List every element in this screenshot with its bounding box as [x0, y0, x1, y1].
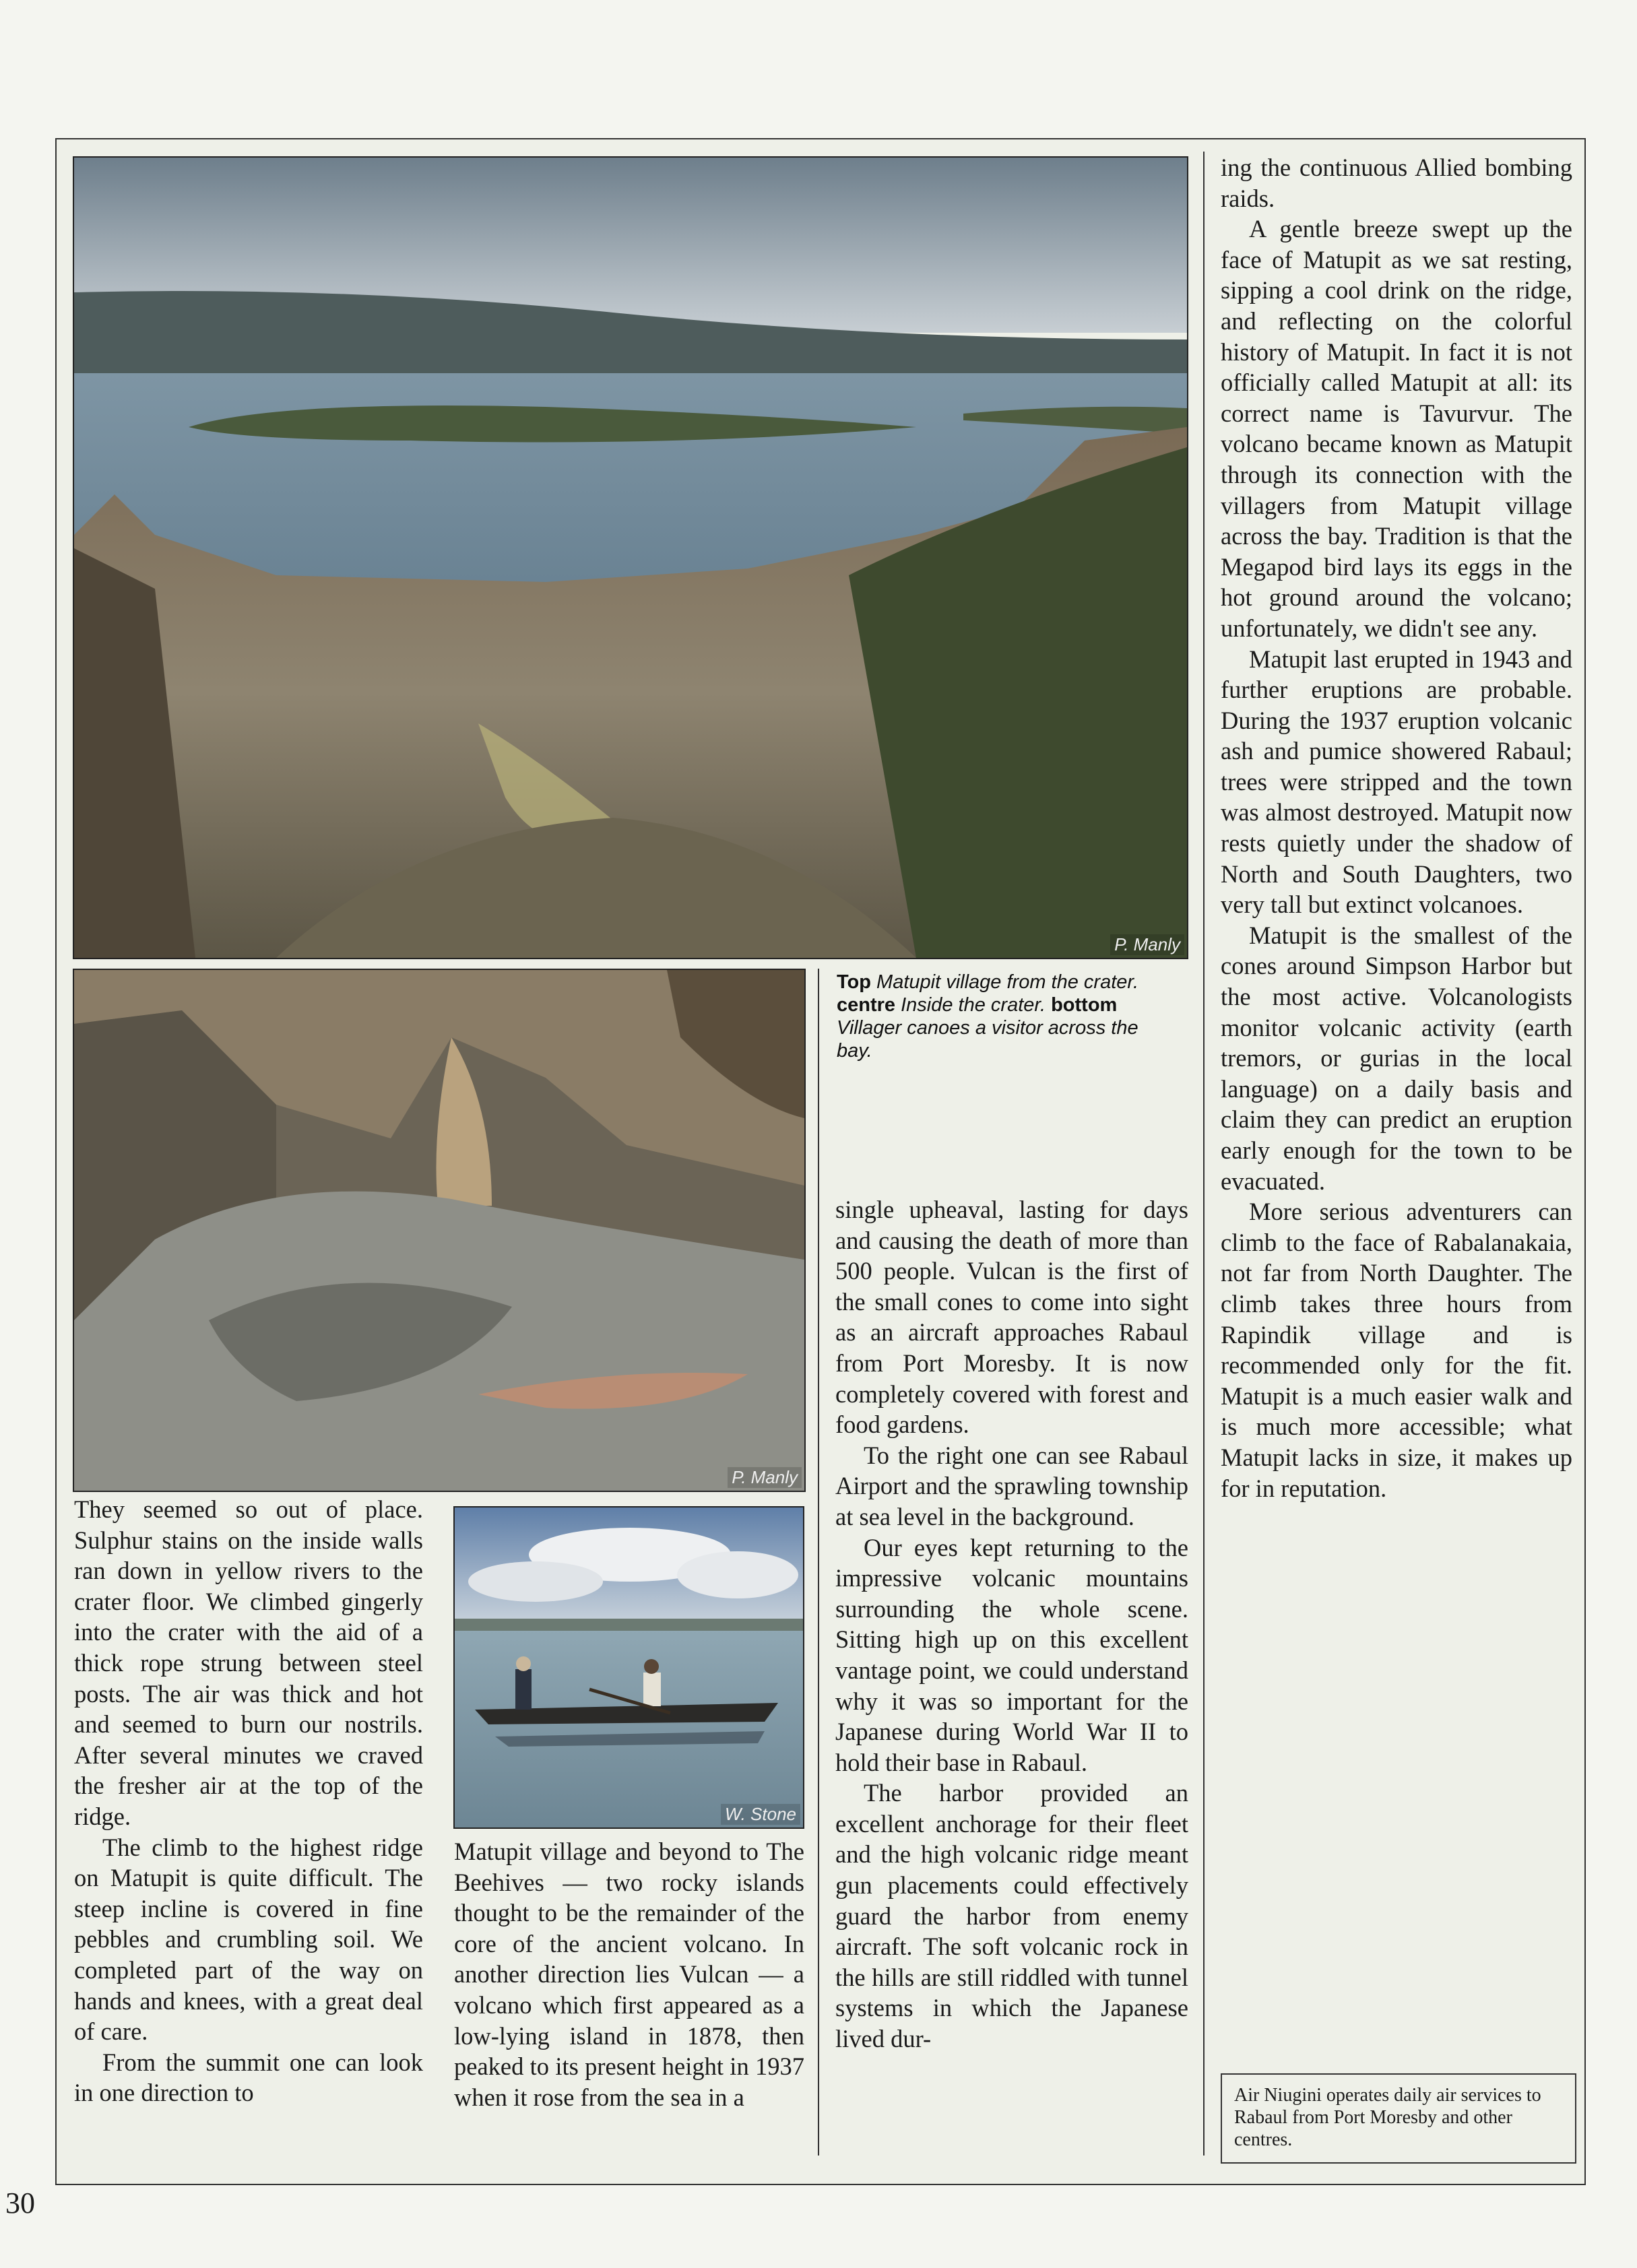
column-rule: [1203, 152, 1205, 2156]
text-column-1: [74, 1494, 423, 2108]
photo-credit-bottom: W. Stone: [721, 1804, 800, 1825]
column-rule: [818, 969, 819, 2156]
photo-caption: [837, 971, 1174, 1062]
caption-centre-label: centre: [837, 994, 896, 1016]
bottom-photo: [453, 1506, 804, 1829]
airline-note-box: [1221, 2073, 1576, 2164]
text-column-4: [1221, 152, 1572, 1503]
paragraph: The climb to the highest ridge on Matupit is quite difficult. The steep incline is covered in fine pebbles and crumbling soil. We completed part of the way on hands and knees, with a great deal of care.: [74, 1833, 423, 2046]
paragraph: More serious adventurers can climb to the face of Rabalanakaia, not far from North Daughter. The climb takes three hours from Rapindik village and is recommended only for the fit. Matupit is a much easier walk and is much more accessible; what Matupit lacks in size, it makes up for in reputation.: [1221, 1198, 1572, 1502]
paragraph: Matupit is the smallest of the cones around Simpson Harbor but the most active. Volcanologists monitor volcanic activity (earth tremors, or gurias in the local language) on a daily basis and claim they can predict an eruption early enough for the town to be evacuated.: [1221, 921, 1572, 1195]
paragraph: A gentle breeze swept up the face of Matupit as we sat resting, sipping a cool drink on the ridge, and reflecting on the colorful history of Matupit. In fact it is not officially called Matupit at all: its correct name is Tavurvur. The volcano became known as Matupit through its connection with the villagers from Matupit village across the bay. Tradition is that the Megapod bird lays its eggs in the hot ground around the volcano; unfortunately, we didn't see any.: [1221, 215, 1572, 642]
top-photo: [73, 156, 1188, 959]
centre-photo: [73, 969, 806, 1492]
caption-top-text: Matupit village from the crater.: [871, 971, 1139, 993]
paragraph: The harbor provided an excellent anchorage for their fleet and the high volcanic ridge meant gun placements could effectively guard the harbor from enemy aircraft. The soft volcanic rock in the hills are still riddled with tunnel systems in which the Japanese lived dur-: [835, 1779, 1188, 2053]
paragraph: ing the continuous Allied bombing raids.: [1221, 154, 1572, 212]
paragraph: Matupit last erupted in 1943 and further eruptions are probable. During the 1937 eruption volcanic ash and pumice showered Rabaul; trees were stripped and the town was almost destroyed. Matupit now rests quietly under the shadow of North and South Daughters, two very tall but extinct volcanoes.: [1221, 645, 1572, 919]
photo-credit-centre: P. Manly: [728, 1467, 802, 1488]
page-number: 30: [5, 2186, 35, 2220]
caption-bottom-label: bottom: [1051, 994, 1118, 1016]
photo-credit-top: P. Manly: [1110, 934, 1184, 955]
paragraph: From the summit one can look in one direction to: [74, 2048, 423, 2107]
text-column-2: [454, 1836, 804, 2112]
caption-top-label: Top: [837, 971, 871, 993]
caption-centre-text: Inside the crater.: [895, 994, 1046, 1016]
text-column-3: [835, 1194, 1188, 2054]
paragraph: To the right one can see Rabaul Airport and the sprawling township at sea level in the background.: [835, 1441, 1188, 1530]
paragraph: Matupit village and beyond to The Beehives — two rocky islands thought to be the remainder of the core of the ancient volcano. In another direction lies Vulcan — a volcano which first appeared as a low-lying island in 1878, then peaked to its present height in 1937 when it rose from the sea in a: [454, 1838, 804, 2111]
airline-note-text: Air Niugini operates daily air services to Rabaul from Port Moresby and other centres.: [1234, 2085, 1541, 2150]
paragraph: They seemed so out of place. Sulphur stains on the inside walls ran down in yellow rivers to the crater floor. We climbed gingerly into the crater with the aid of a thick rope strung between steel posts. The air was thick and hot and seemed to burn our nostrils. After several minutes we craved the fresher air at the top of the ridge.: [74, 1495, 423, 1830]
caption-bottom-text: Villager canoes a visitor across the bay.: [837, 1017, 1138, 1062]
paragraph: Our eyes kept returning to the impressive volcanic mountains surrounding the whole scene. Sitting high up on this excellent vantage point, we could understand why it was so important for the Japanese during World War II to hold their base in Rabaul.: [835, 1533, 1188, 1776]
paragraph: single upheaval, lasting for days and causing the death of more than 500 people. Vulcan is the first of the small cones to come into sight as an aircraft approaches Rabaul from Port Moresby. It is now completely covered with forest and food gardens.: [835, 1196, 1188, 1439]
